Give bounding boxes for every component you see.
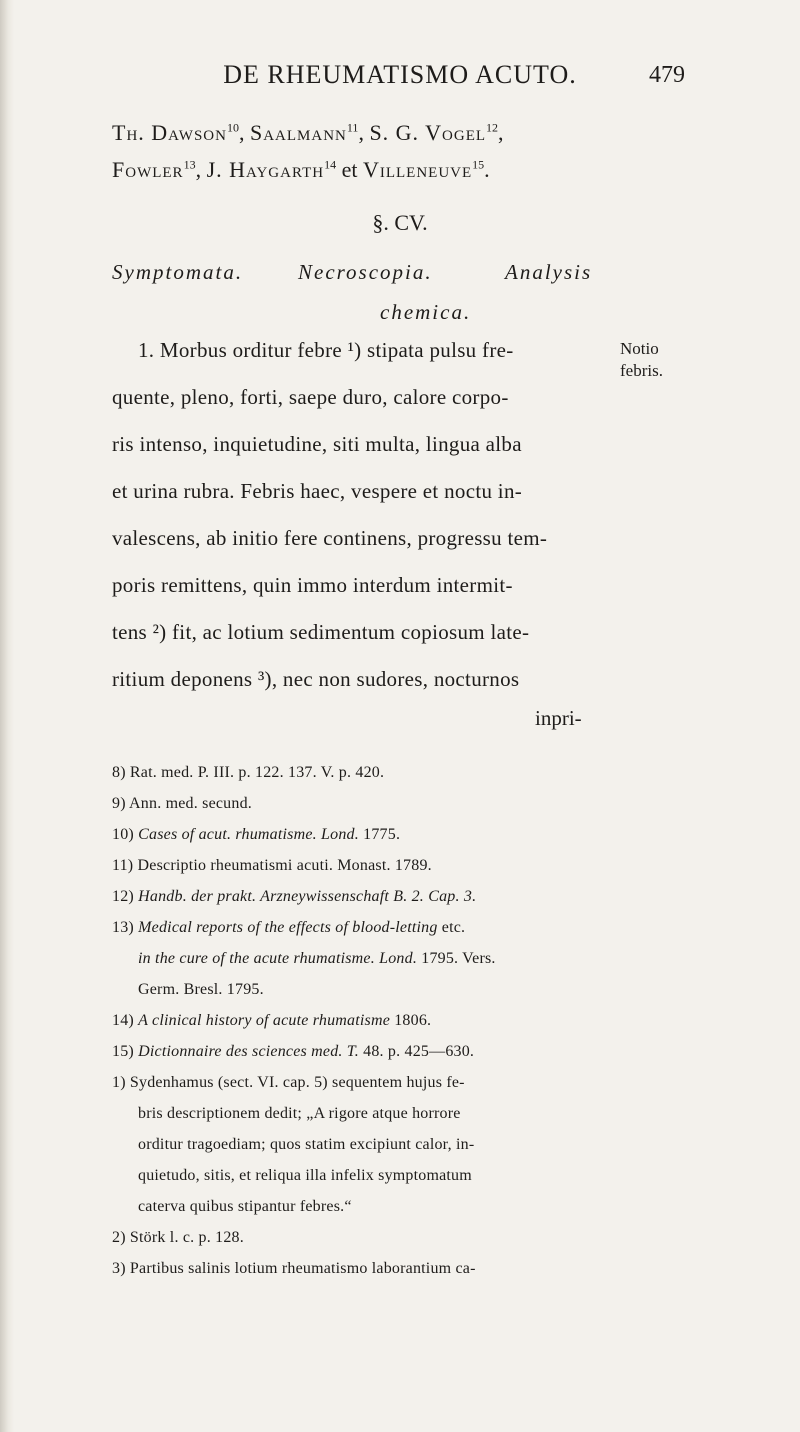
author-line-1: Th. Dawson$^{10}$, Saalmann$^{11}$, S. G. Vogel$^{12}$, <box>112 120 504 145</box>
running-header <box>0 60 800 100</box>
body-line-7: tens ²) fit, ac lotium sedimentum copiosum late- <box>112 620 530 644</box>
footnote-10: 10) Cases of acut. rhumatisme. Lond. 1775. <box>112 826 401 843</box>
running-title: DE RHEUMATISMO ACUTO. <box>223 60 577 89</box>
footnote-13-cont-2: Germ. Bresl. 1795. <box>138 981 264 998</box>
body-line-6: poris remittens, quin immo interdum intermit- <box>112 573 513 597</box>
subtitle-analysis: Analysis <box>505 260 593 284</box>
subtitle-chemica: chemica. <box>380 300 472 324</box>
footnote-12: 12) Handb. der prakt. Arzneywissenschaft B. 2. Cap. 3. <box>112 888 477 905</box>
body-line-4: et urina rubra. Febris haec, vespere et noctu in- <box>112 479 523 503</box>
footnote-1-line-3: orditur tragoediam; quos statim excipiunt calor, in- <box>138 1136 475 1153</box>
body-line-5: valescens, ab initio fere continens, progressu tem- <box>112 526 548 550</box>
body-line-8: ritium deponens ³), nec non sudores, nocturnos <box>112 667 520 691</box>
body-line-3: ris intenso, inquietudine, siti multa, lingua alba <box>112 432 522 456</box>
footnote-13: 13) Medical reports of the effects of blood-letting etc. <box>112 919 466 936</box>
footnote-1-line-2: bris descriptionem dedit; „A rigore atque horrore <box>138 1105 461 1122</box>
catchword: inpri- <box>535 706 582 730</box>
footnote-1-line-1: 1) Sydenhamus (sect. VI. cap. 5) sequentem hujus fe- <box>112 1074 465 1091</box>
footnote-8: 8) Rat. med. P. III. p. 122. 137. V. p. 420. <box>112 764 385 781</box>
page-number: 479 <box>649 62 685 88</box>
subtitle-symptomata: Symptomata. <box>112 260 244 284</box>
body-line-2: quente, pleno, forti, saepe duro, calore corpo- <box>112 385 509 409</box>
footnote-3: 3) Partibus salinis lotium rheumatismo laborantium ca- <box>112 1260 476 1277</box>
footnote-2: 2) Störk l. c. p. 128. <box>112 1229 244 1246</box>
body-line-1: 1. Morbus orditur febre ¹) stipata pulsu fre- <box>138 338 514 362</box>
footnote-9: 9) Ann. med. secund. <box>112 795 252 812</box>
section-number: §. CV. <box>372 210 428 235</box>
footnote-1-line-4: quietudo, sitis, et reliqua illa infelix symptomatum <box>138 1167 472 1184</box>
footnote-15: 15) Dictionnaire des sciences med. T. 48. p. 425—630. <box>112 1043 475 1060</box>
footnote-1-line-5: caterva quibus stipantur febres.“ <box>138 1198 352 1215</box>
footnote-11: 11) Descriptio rheumatismi acuti. Monast. 1789. <box>112 857 432 874</box>
margin-note: Notio febris. <box>620 339 663 380</box>
author-line-2: Fowler$^{13}$, J. Haygarth$^{14}$ et Villeneuve$^{15}$. <box>112 157 490 182</box>
footnote-14: 14) A clinical history of acute rhumatisme 1806. <box>112 1012 432 1029</box>
subtitle-necroscopia: Necroscopia. <box>298 260 433 284</box>
footnote-13-cont: in the cure of the acute rhumatisme. Lond. 1795. Vers. <box>138 950 496 967</box>
